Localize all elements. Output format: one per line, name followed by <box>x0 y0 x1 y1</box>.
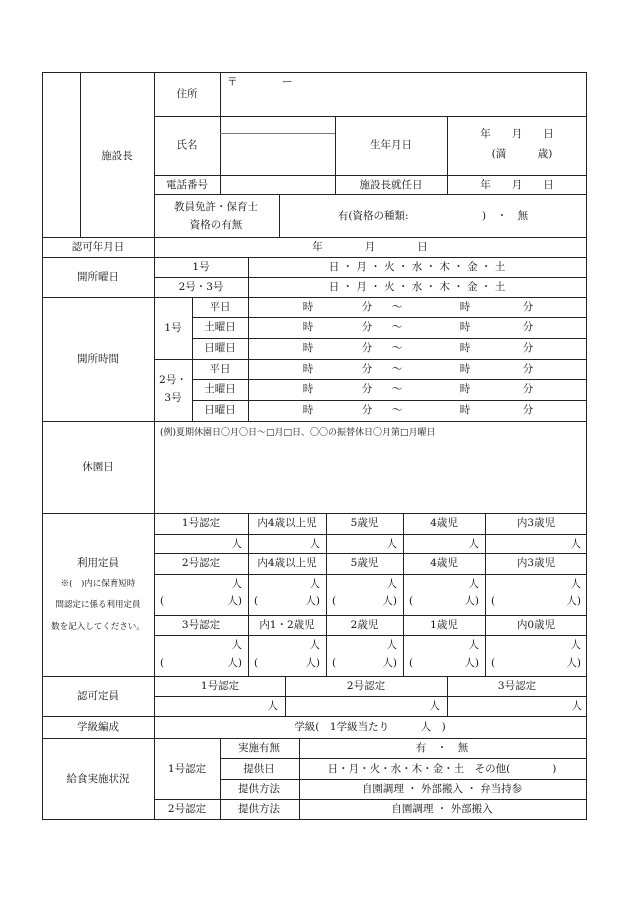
meals-label: 給食実施状況 <box>66 773 130 785</box>
hours-minute-unit: 分 <box>361 342 373 354</box>
capacity-paren-open: ( <box>332 595 337 607</box>
hours-hour-unit: 時 <box>459 321 471 333</box>
grid-line <box>154 553 587 554</box>
hours-hour-unit: 時 <box>302 301 314 313</box>
capacity-header: 内3歳児 <box>516 557 556 569</box>
grid-line <box>192 379 587 380</box>
capacity-header: 内0歳児 <box>516 619 556 631</box>
grid-line <box>279 194 280 237</box>
grid-line <box>42 738 587 739</box>
hours-tilde: 〜 <box>391 342 403 354</box>
facility-form <box>42 72 587 820</box>
grid-line <box>154 534 587 535</box>
hours-minute-unit: 分 <box>522 363 534 375</box>
hours-hour-unit: 時 <box>459 301 471 313</box>
classes-label: 学級編成 <box>77 721 119 733</box>
capacity-unit: 人 <box>231 639 242 651</box>
capacity-paren-open: ( <box>409 595 414 607</box>
birthdate-age: (満 歳) <box>491 148 553 160</box>
grid-line <box>326 513 327 676</box>
grid-line <box>80 72 81 237</box>
classes-value: 学級( 1学級当たり 人 ) <box>294 721 446 733</box>
capacity-paren-close: 人) <box>227 595 242 607</box>
hours-minute-unit: 分 <box>522 383 534 395</box>
capacity-header: 2号認定 <box>181 557 221 569</box>
capacity-note-2: 間認定に係る利用定員 <box>55 600 141 610</box>
meals-method-value-1: 自園調理 ・ 外部搬入 ・ 弁当持参 <box>361 783 523 795</box>
grid-line <box>42 421 587 422</box>
capacity-unit: 人 <box>309 538 320 550</box>
hours-hour-unit: 時 <box>459 383 471 395</box>
capacity-unit: 人 <box>468 578 479 590</box>
postal-dash: ー <box>282 76 293 88</box>
hours-day-label: 日曜日 <box>204 342 236 354</box>
hours-hour-unit: 時 <box>302 342 314 354</box>
meals-impl-value: 有 ・ 無 <box>415 742 469 754</box>
name-kana-line <box>220 133 335 134</box>
hours-hour-unit: 時 <box>302 383 314 395</box>
hours-minute-unit: 分 <box>361 404 373 416</box>
appointed-ymd: 年 月 日 <box>480 179 554 191</box>
meals-method-value-2: 自園調理 ・ 外部搬入 <box>391 803 493 815</box>
capacity-paren-open: ( <box>491 657 496 669</box>
grid-line <box>192 338 587 339</box>
grid-line <box>154 277 587 278</box>
grid-line <box>154 194 587 195</box>
grid-line <box>42 513 587 514</box>
grid-line <box>154 513 155 676</box>
capacity-paren-open: ( <box>409 657 414 669</box>
grid-line <box>248 513 249 676</box>
open-days-cert1: 1号 <box>192 261 210 273</box>
license-label-1: 教員免許・保育士 <box>174 201 258 213</box>
postal-mark: 〒 <box>227 76 238 88</box>
approved-unit: 人 <box>571 700 582 712</box>
grid-line <box>154 799 587 800</box>
birthdate-ymd: 年 月 日 <box>480 128 554 140</box>
facility-head-label: 施設長 <box>101 150 133 162</box>
approved-unit: 人 <box>267 700 278 712</box>
open-days-label: 開所曜日 <box>77 271 119 283</box>
hours-tilde: 〜 <box>391 321 403 333</box>
hours-day-label: 土曜日 <box>204 383 236 395</box>
phone-label: 電話番号 <box>166 179 208 191</box>
capacity-header: 内3歳児 <box>516 517 556 529</box>
capacity-unit: 人 <box>231 578 242 590</box>
border-right <box>586 72 587 820</box>
grid-line <box>447 116 448 194</box>
capacity-header: 2歳児 <box>350 619 379 631</box>
grid-line <box>42 716 587 717</box>
hours-tilde: 〜 <box>391 383 403 395</box>
capacity-unit: 人 <box>468 538 479 550</box>
hours-hour-unit: 時 <box>302 404 314 416</box>
capacity-paren-close: 人) <box>382 595 397 607</box>
appointed-label: 施設長就任日 <box>359 179 423 191</box>
hours-day-label: 土曜日 <box>204 321 236 333</box>
hours-hour-unit: 時 <box>459 404 471 416</box>
grid-line <box>403 513 404 676</box>
capacity-unit: 人 <box>570 639 581 651</box>
capacity-paren-close: 人) <box>227 657 242 669</box>
capacity-header: 4歳児 <box>430 557 458 569</box>
capacity-unit: 人 <box>309 639 320 651</box>
open-hours-label: 開所時間 <box>77 353 119 365</box>
hours-day-label: 平日 <box>209 301 231 313</box>
open-days-values-2: 日 ・ 月 ・ 火 ・ 水 ・ 木 ・ 金 ・ 土 <box>328 281 506 293</box>
hours-day-label: 日曜日 <box>204 404 236 416</box>
approved-cert1: 1号認定 <box>200 680 240 692</box>
hours-minute-unit: 分 <box>522 404 534 416</box>
hours-minute-unit: 分 <box>361 321 373 333</box>
hours-day-label: 平日 <box>209 363 231 375</box>
capacity-paren-close: 人) <box>305 657 320 669</box>
capacity-unit: 人 <box>386 639 397 651</box>
grid-line <box>42 676 587 677</box>
capacity-header: 5歳児 <box>350 557 379 569</box>
hours-hour-unit: 時 <box>459 363 471 375</box>
hours-tilde: 〜 <box>391 301 403 313</box>
hours-tilde: 〜 <box>391 404 403 416</box>
license-value: 有(資格の種類: ) ・ 無 <box>337 210 529 222</box>
capacity-paren-open: ( <box>254 657 259 669</box>
grid-line <box>220 758 587 759</box>
capacity-note-1: ※( )内に保育短時 <box>60 579 136 589</box>
license-label-2: 資格の有無 <box>189 219 243 231</box>
capacity-unit: 人 <box>468 639 479 651</box>
capacity-paren-open: ( <box>254 595 259 607</box>
open-days-cert2: 2号・3号 <box>178 281 224 293</box>
meals-cert1: 1号認定 <box>167 763 207 775</box>
capacity-paren-open: ( <box>332 657 337 669</box>
capacity-header: 1号認定 <box>181 517 221 529</box>
capacity-header: 内1・2歳児 <box>259 619 315 631</box>
capacity-header: 1歳児 <box>430 619 458 631</box>
open-hours-group2-a: 2号・ <box>159 374 187 386</box>
capacity-label: 利用定員 <box>77 557 119 569</box>
grid-line <box>154 175 587 176</box>
meals-method-label: 提供方法 <box>238 803 280 815</box>
hours-hour-unit: 時 <box>302 363 314 375</box>
capacity-header: 4歳児 <box>430 517 458 529</box>
capacity-unit: 人 <box>231 538 242 550</box>
address-label: 住所 <box>176 88 198 100</box>
grid-line <box>154 421 155 513</box>
name-label: 氏名 <box>176 139 198 151</box>
grid-line <box>42 237 587 238</box>
capacity-header: 内4歳以上児 <box>257 517 317 529</box>
capacity-note-3: 数を記入してください。 <box>51 622 145 632</box>
grid-line <box>220 779 587 780</box>
capacity-paren-close: 人) <box>464 657 479 669</box>
grid-line <box>154 116 587 117</box>
hours-hour-unit: 時 <box>459 342 471 354</box>
grid-line <box>154 237 155 257</box>
capacity-paren-close: 人) <box>305 595 320 607</box>
meals-days-value: 日・月・火・水・木・金・土 その他( ) <box>327 763 557 775</box>
grid-line <box>192 400 587 401</box>
grid-line <box>154 738 155 820</box>
border-left <box>42 72 43 820</box>
meals-impl-label: 実施有無 <box>238 742 280 754</box>
open-hours-group1: 1号 <box>164 322 182 334</box>
grid-line <box>154 716 155 738</box>
grid-line <box>154 359 587 360</box>
capacity-unit: 人 <box>386 538 397 550</box>
capacity-paren-close: 人) <box>464 595 479 607</box>
hours-minute-unit: 分 <box>361 383 373 395</box>
capacity-unit: 人 <box>386 578 397 590</box>
hours-hour-unit: 時 <box>302 321 314 333</box>
meals-cert2: 2号認定 <box>167 803 207 815</box>
hours-minute-unit: 分 <box>361 363 373 375</box>
grid-line <box>485 513 486 676</box>
capacity-unit: 人 <box>570 578 581 590</box>
open-hours-group2-b: 3号 <box>164 392 182 404</box>
grid-line <box>42 257 587 258</box>
approved-unit: 人 <box>429 700 440 712</box>
capacity-header: 5歳児 <box>350 517 379 529</box>
hours-tilde: 〜 <box>391 363 403 375</box>
grid-line <box>154 615 587 616</box>
open-days-values-1: 日 ・ 月 ・ 火 ・ 水 ・ 木 ・ 金 ・ 土 <box>328 261 506 273</box>
approval-date-label: 認可年月日 <box>71 241 125 253</box>
capacity-header: 内4歳以上児 <box>257 557 317 569</box>
grid-line <box>154 696 587 697</box>
capacity-paren-close: 人) <box>566 595 581 607</box>
capacity-paren-open: ( <box>160 657 165 669</box>
grid-line <box>335 116 336 194</box>
hours-minute-unit: 分 <box>522 321 534 333</box>
grid-line <box>154 72 155 237</box>
holidays-label: 休園日 <box>82 461 114 473</box>
grid-line <box>154 635 587 636</box>
birthdate-label: 生年月日 <box>370 139 412 151</box>
capacity-header: 3号認定 <box>181 619 221 631</box>
grid-line <box>42 297 587 298</box>
approved-cert2: 2号認定 <box>346 680 386 692</box>
capacity-paren-close: 人) <box>382 657 397 669</box>
grid-line <box>154 574 587 575</box>
capacity-paren-open: ( <box>491 595 496 607</box>
hours-minute-unit: 分 <box>522 301 534 313</box>
grid-line <box>192 317 587 318</box>
approval-date-value: 年 月 日 <box>312 241 428 253</box>
hours-minute-unit: 分 <box>361 301 373 313</box>
hours-minute-unit: 分 <box>522 342 534 354</box>
approved-capacity-label: 認可定員 <box>77 690 119 702</box>
approved-cert3: 3号認定 <box>497 680 537 692</box>
capacity-paren-close: 人) <box>566 657 581 669</box>
meals-days-label: 提供日 <box>243 763 275 775</box>
border-top <box>42 72 587 73</box>
border-bottom <box>42 819 587 820</box>
meals-method-label: 提供方法 <box>238 783 280 795</box>
capacity-unit: 人 <box>309 578 320 590</box>
capacity-paren-open: ( <box>160 595 165 607</box>
capacity-unit: 人 <box>570 538 581 550</box>
holidays-example: (例)夏期休園日〇月〇日〜□月□日、〇〇の振替休日〇月第□月曜日 <box>160 428 436 438</box>
